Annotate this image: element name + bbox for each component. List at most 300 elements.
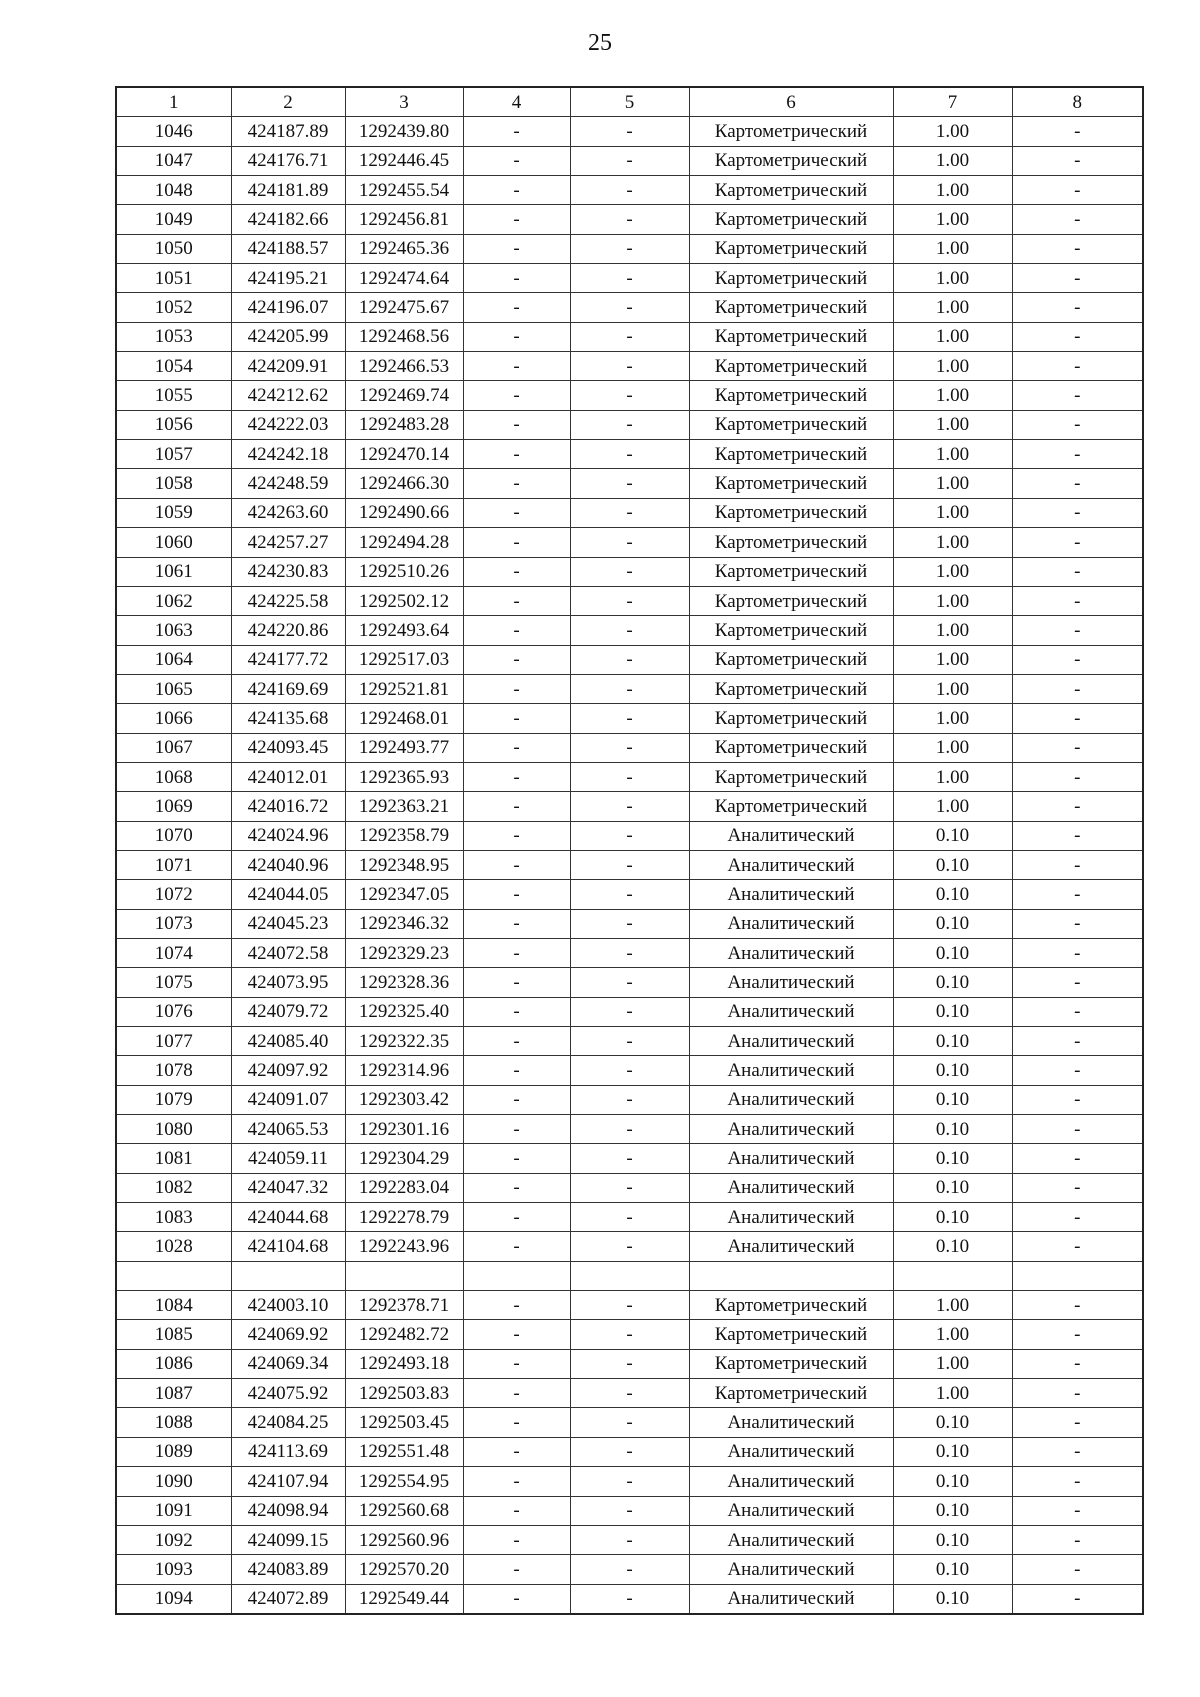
table-cell: 1.00 (893, 528, 1012, 557)
table-cell: 1292456.81 (345, 205, 463, 234)
table-cell: 1292517.03 (345, 645, 463, 674)
table-cell: 1292503.45 (345, 1408, 463, 1437)
table-cell: - (463, 1173, 570, 1202)
table-cell: - (1012, 586, 1143, 615)
table-cell: - (570, 1144, 689, 1173)
table-cell: - (1012, 704, 1143, 733)
table-cell: - (1012, 616, 1143, 645)
table-cell: 1072 (116, 880, 231, 909)
table-cell: 1292301.16 (345, 1115, 463, 1144)
table-cell: - (463, 1584, 570, 1614)
table-cell: 424113.69 (231, 1437, 345, 1466)
table-cell: 424195.21 (231, 264, 345, 293)
table-cell: Картометрический (689, 469, 893, 498)
column-header: 8 (1012, 87, 1143, 117)
table-cell: 1049 (116, 205, 231, 234)
table-cell: 1292482.72 (345, 1320, 463, 1349)
table-cell: Аналитический (689, 1027, 893, 1056)
table-cell: 1080 (116, 1115, 231, 1144)
table-cell: - (1012, 469, 1143, 498)
table-cell: 424072.89 (231, 1584, 345, 1614)
table-cell: 1.00 (893, 762, 1012, 791)
table-cell: Аналитический (689, 1467, 893, 1496)
table-cell: - (1012, 1203, 1143, 1232)
column-header: 7 (893, 87, 1012, 117)
table-cell: - (1012, 997, 1143, 1026)
table-cell: 1063 (116, 616, 231, 645)
table-cell: 424205.99 (231, 322, 345, 351)
table-row (116, 997, 1143, 1026)
table-cell: - (570, 528, 689, 557)
table-cell: 0.10 (893, 1144, 1012, 1173)
table-cell: - (463, 733, 570, 762)
table-cell: 1046 (116, 117, 231, 146)
table-cell: - (463, 616, 570, 645)
table-cell: 1076 (116, 997, 231, 1026)
table-row (116, 586, 1143, 615)
table-cell: 424182.66 (231, 205, 345, 234)
table-cell: - (1012, 381, 1143, 410)
table-row (116, 264, 1143, 293)
table-row (116, 234, 1143, 263)
table-cell: 424188.57 (231, 234, 345, 263)
table-cell: - (570, 909, 689, 938)
table-cell: - (570, 381, 689, 410)
table-cell: 1292560.68 (345, 1496, 463, 1525)
table-cell: - (570, 1173, 689, 1202)
table-cell: 1078 (116, 1056, 231, 1085)
table-cell: 0.10 (893, 938, 1012, 967)
table-cell: 1075 (116, 968, 231, 997)
table-cell: 424135.68 (231, 704, 345, 733)
table-cell: - (1012, 674, 1143, 703)
table-cell: 0.10 (893, 1555, 1012, 1584)
table-cell: Аналитический (689, 1584, 893, 1614)
table-cell: 1050 (116, 234, 231, 263)
table-cell: - (463, 440, 570, 469)
table-cell: - (1012, 880, 1143, 909)
table-row (116, 733, 1143, 762)
table-cell: 1292470.14 (345, 440, 463, 469)
table-cell: - (463, 146, 570, 175)
table-cell: - (463, 938, 570, 967)
table-cell: 1.00 (893, 146, 1012, 175)
table-cell: - (1012, 322, 1143, 351)
table-cell: - (1012, 234, 1143, 263)
table-cell: 424222.03 (231, 410, 345, 439)
table-cell: 0.10 (893, 1584, 1012, 1614)
table-cell: 1.00 (893, 1291, 1012, 1320)
table-row (116, 1467, 1143, 1496)
table-row (116, 146, 1143, 175)
table-cell: - (463, 410, 570, 439)
table-cell: 1.00 (893, 645, 1012, 674)
table-cell: Аналитический (689, 1496, 893, 1525)
table-cell: 424177.72 (231, 645, 345, 674)
table-cell: 1067 (116, 733, 231, 762)
table-cell: 424257.27 (231, 528, 345, 557)
column-header: 4 (463, 87, 570, 117)
table-cell: 1092 (116, 1525, 231, 1554)
table-cell: Картометрический (689, 117, 893, 146)
table-cell: Аналитический (689, 1203, 893, 1232)
table-cell: - (1012, 645, 1143, 674)
table-cell: 1.00 (893, 733, 1012, 762)
table-cell: 1093 (116, 1555, 231, 1584)
table-row (116, 762, 1143, 791)
table-cell: - (1012, 792, 1143, 821)
table-row (116, 880, 1143, 909)
table-row (116, 968, 1143, 997)
table-cell: 1.00 (893, 498, 1012, 527)
table-body (116, 117, 1143, 1614)
table-cell: 1.00 (893, 1349, 1012, 1378)
table-cell: - (463, 293, 570, 322)
table-cell: - (1012, 1291, 1143, 1320)
table-cell: 1292490.66 (345, 498, 463, 527)
table-row (116, 1379, 1143, 1408)
table-cell: Аналитический (689, 1232, 893, 1261)
table-cell: - (570, 997, 689, 1026)
table-cell: - (570, 1584, 689, 1614)
table-cell: 1028 (116, 1232, 231, 1261)
table-cell: 1292304.29 (345, 1144, 463, 1173)
table-cell: 1.00 (893, 410, 1012, 439)
table-cell: Картометрический (689, 176, 893, 205)
table-cell: - (463, 674, 570, 703)
table-cell: 1292466.53 (345, 352, 463, 381)
table-row (116, 1555, 1143, 1584)
table-row (116, 528, 1143, 557)
table-cell: 1292474.64 (345, 264, 463, 293)
table-row (116, 674, 1143, 703)
table-row (116, 1115, 1143, 1144)
table-cell: - (570, 1115, 689, 1144)
coordinates-table (115, 86, 1144, 1615)
table-cell: 1.00 (893, 1320, 1012, 1349)
table-cell: - (570, 1525, 689, 1554)
table-cell: 1.00 (893, 674, 1012, 703)
table-cell: - (1012, 850, 1143, 879)
table-cell: 1056 (116, 410, 231, 439)
table-cell: 424196.07 (231, 293, 345, 322)
table-cell: 0.10 (893, 1203, 1012, 1232)
table-cell: 1.00 (893, 557, 1012, 586)
table-cell: - (463, 1408, 570, 1437)
table-cell: 0.10 (893, 968, 1012, 997)
table-cell: - (570, 880, 689, 909)
table-cell: 1292358.79 (345, 821, 463, 850)
table-cell: 1.00 (893, 586, 1012, 615)
table-row (116, 1261, 1143, 1290)
table-row (116, 645, 1143, 674)
table-cell: 424083.89 (231, 1555, 345, 1584)
table-cell: - (1012, 1056, 1143, 1085)
table-cell: - (1012, 1232, 1143, 1261)
table-cell: Аналитический (689, 1085, 893, 1114)
table-cell: - (1012, 1320, 1143, 1349)
table-cell: 424209.91 (231, 352, 345, 381)
table-cell: 1061 (116, 557, 231, 586)
table-cell: 1070 (116, 821, 231, 850)
table-cell: 1292494.28 (345, 528, 463, 557)
column-header: 2 (231, 87, 345, 117)
table-cell: - (463, 762, 570, 791)
table-cell: Аналитический (689, 850, 893, 879)
table-cell: 1064 (116, 645, 231, 674)
table-row (116, 1085, 1143, 1114)
table-cell (570, 1261, 689, 1290)
table-cell: - (570, 264, 689, 293)
table-row (116, 1144, 1143, 1173)
table-cell: Аналитический (689, 1144, 893, 1173)
table-row (116, 557, 1143, 586)
table-cell: Картометрический (689, 1379, 893, 1408)
table-cell: 424085.40 (231, 1027, 345, 1056)
table-cell: 0.10 (893, 1173, 1012, 1202)
table-cell: 1.00 (893, 616, 1012, 645)
table-cell: 424016.72 (231, 792, 345, 821)
table-cell: 1292446.45 (345, 146, 463, 175)
table-cell: Картометрический (689, 528, 893, 557)
table-row (116, 1437, 1143, 1466)
table-cell: 0.10 (893, 1232, 1012, 1261)
table-cell: - (463, 528, 570, 557)
table-cell: - (463, 498, 570, 527)
table-cell: 1292510.26 (345, 557, 463, 586)
table-row (116, 792, 1143, 821)
table-cell: 1086 (116, 1349, 231, 1378)
table-cell: 1.00 (893, 293, 1012, 322)
table-cell: 1048 (116, 176, 231, 205)
table-cell: 424072.58 (231, 938, 345, 967)
table-cell: 424044.05 (231, 880, 345, 909)
table-cell: - (463, 1496, 570, 1525)
table-cell: - (1012, 1496, 1143, 1525)
table-cell: 1087 (116, 1379, 231, 1408)
table-row (116, 909, 1143, 938)
table-cell: 1.00 (893, 469, 1012, 498)
table-cell: 1292465.36 (345, 234, 463, 263)
table-cell: 1047 (116, 146, 231, 175)
table-cell: - (463, 557, 570, 586)
table-cell: 1069 (116, 792, 231, 821)
table-row (116, 1525, 1143, 1554)
table-cell: 1060 (116, 528, 231, 557)
table-cell (893, 1261, 1012, 1290)
table-cell: 424024.96 (231, 821, 345, 850)
table-cell: 0.10 (893, 821, 1012, 850)
table-cell: 1292314.96 (345, 1056, 463, 1085)
table-cell: Картометрический (689, 674, 893, 703)
table-cell: Аналитический (689, 1437, 893, 1466)
table-cell: - (1012, 440, 1143, 469)
table-cell: 0.10 (893, 1056, 1012, 1085)
table-cell: 1292570.20 (345, 1555, 463, 1584)
table-cell: 1.00 (893, 234, 1012, 263)
table-cell: 424248.59 (231, 469, 345, 498)
table-cell: - (570, 938, 689, 967)
table-header-row (116, 87, 1143, 117)
table-cell: - (1012, 410, 1143, 439)
table-cell: 424187.89 (231, 117, 345, 146)
table-row (116, 440, 1143, 469)
table-cell: 1292363.21 (345, 792, 463, 821)
table-cell: 0.10 (893, 1437, 1012, 1466)
table-cell: 0.10 (893, 1525, 1012, 1554)
table-cell: 1090 (116, 1467, 231, 1496)
table-cell: - (463, 1056, 570, 1085)
table-cell: 0.10 (893, 1496, 1012, 1525)
table-cell: 1085 (116, 1320, 231, 1349)
table-cell: - (1012, 821, 1143, 850)
table-cell: 424181.89 (231, 176, 345, 205)
table-cell: Картометрический (689, 557, 893, 586)
table-cell: 1054 (116, 352, 231, 381)
table-cell: - (1012, 557, 1143, 586)
table-cell: 424045.23 (231, 909, 345, 938)
table-cell: - (1012, 1525, 1143, 1554)
table-cell: - (463, 322, 570, 351)
table-cell: 1059 (116, 498, 231, 527)
table-cell: - (570, 557, 689, 586)
table-cell: - (463, 352, 570, 381)
table-cell: 424047.32 (231, 1173, 345, 1202)
table-cell: 1292554.95 (345, 1467, 463, 1496)
table-cell: 424093.45 (231, 733, 345, 762)
table-cell: 424097.92 (231, 1056, 345, 1085)
table-cell: 424069.92 (231, 1320, 345, 1349)
table-cell: - (570, 704, 689, 733)
table-cell: 424220.86 (231, 616, 345, 645)
table-cell: - (570, 1056, 689, 1085)
table-cell: Аналитический (689, 1525, 893, 1554)
table-cell: - (570, 586, 689, 615)
table-cell: 424212.62 (231, 381, 345, 410)
table-cell: - (1012, 938, 1143, 967)
table-cell: Картометрический (689, 1349, 893, 1378)
table-cell: Картометрический (689, 234, 893, 263)
table-cell: - (570, 792, 689, 821)
table-cell: 1053 (116, 322, 231, 351)
table-cell: - (463, 1027, 570, 1056)
table-cell: - (1012, 1379, 1143, 1408)
table-cell (689, 1261, 893, 1290)
table-cell: - (463, 1291, 570, 1320)
table-cell: 0.10 (893, 1408, 1012, 1437)
table-row (116, 1173, 1143, 1202)
table-cell: Картометрический (689, 381, 893, 410)
table-cell: Картометрический (689, 440, 893, 469)
column-header: 3 (345, 87, 463, 117)
table-cell: - (463, 850, 570, 879)
table-cell: - (570, 205, 689, 234)
table-cell: 1.00 (893, 381, 1012, 410)
table-cell: 1058 (116, 469, 231, 498)
table-cell: 0.10 (893, 997, 1012, 1026)
table-row (116, 176, 1143, 205)
table-row (116, 1232, 1143, 1261)
table-cell: 1094 (116, 1584, 231, 1614)
table-cell: 1292328.36 (345, 968, 463, 997)
table-cell: Картометрический (689, 1320, 893, 1349)
table-row (116, 498, 1143, 527)
table-cell: 424176.71 (231, 146, 345, 175)
table-cell: - (570, 1291, 689, 1320)
table-cell: - (1012, 1349, 1143, 1378)
table-cell: 424003.10 (231, 1291, 345, 1320)
table-cell: - (463, 117, 570, 146)
table-row (116, 704, 1143, 733)
table-cell: 1066 (116, 704, 231, 733)
table-cell: - (1012, 1584, 1143, 1614)
table-cell: 424098.94 (231, 1496, 345, 1525)
column-header: 6 (689, 87, 893, 117)
table-cell: 1292493.77 (345, 733, 463, 762)
table-cell: - (463, 1320, 570, 1349)
table-row (116, 1496, 1143, 1525)
table-cell: 424012.01 (231, 762, 345, 791)
table-cell: - (1012, 1085, 1143, 1114)
table-cell: 1292503.83 (345, 1379, 463, 1408)
table-cell: - (570, 616, 689, 645)
table-cell: - (463, 1437, 570, 1466)
table-cell: - (570, 176, 689, 205)
table-cell: 1292468.56 (345, 322, 463, 351)
table-cell: Аналитический (689, 968, 893, 997)
table-row (116, 1027, 1143, 1056)
table-cell: - (463, 704, 570, 733)
table-cell: 424065.53 (231, 1115, 345, 1144)
table-cell: Картометрический (689, 616, 893, 645)
table-cell: 1292325.40 (345, 997, 463, 1026)
table-cell: - (1012, 1115, 1143, 1144)
table-cell: - (570, 762, 689, 791)
table-cell: - (570, 234, 689, 263)
table-cell: 1.00 (893, 1379, 1012, 1408)
table-cell: - (570, 968, 689, 997)
table-cell: 1.00 (893, 205, 1012, 234)
table-cell: 424263.60 (231, 498, 345, 527)
table-cell: - (463, 792, 570, 821)
table-row (116, 1584, 1143, 1614)
table-cell: 1292469.74 (345, 381, 463, 410)
table-cell: Картометрический (689, 352, 893, 381)
table-cell: - (1012, 264, 1143, 293)
table-cell: Аналитический (689, 880, 893, 909)
table-cell: 1292348.95 (345, 850, 463, 879)
table-cell: 424225.58 (231, 586, 345, 615)
table-cell: - (463, 1144, 570, 1173)
table-cell: Картометрический (689, 146, 893, 175)
table-cell: 424059.11 (231, 1144, 345, 1173)
table-cell: - (570, 1555, 689, 1584)
table-cell: - (570, 1203, 689, 1232)
table-cell: - (1012, 733, 1143, 762)
table-cell: - (570, 674, 689, 703)
table-cell: - (1012, 498, 1143, 527)
table-cell: 424075.92 (231, 1379, 345, 1408)
table-row (116, 205, 1143, 234)
table-cell: - (1012, 1027, 1143, 1056)
table-cell: 1052 (116, 293, 231, 322)
table-cell: - (463, 1203, 570, 1232)
table-cell: 1292493.18 (345, 1349, 463, 1378)
table-row (116, 117, 1143, 146)
table-cell: 0.10 (893, 850, 1012, 879)
table-cell: 1292521.81 (345, 674, 463, 703)
table-cell: 0.10 (893, 880, 1012, 909)
